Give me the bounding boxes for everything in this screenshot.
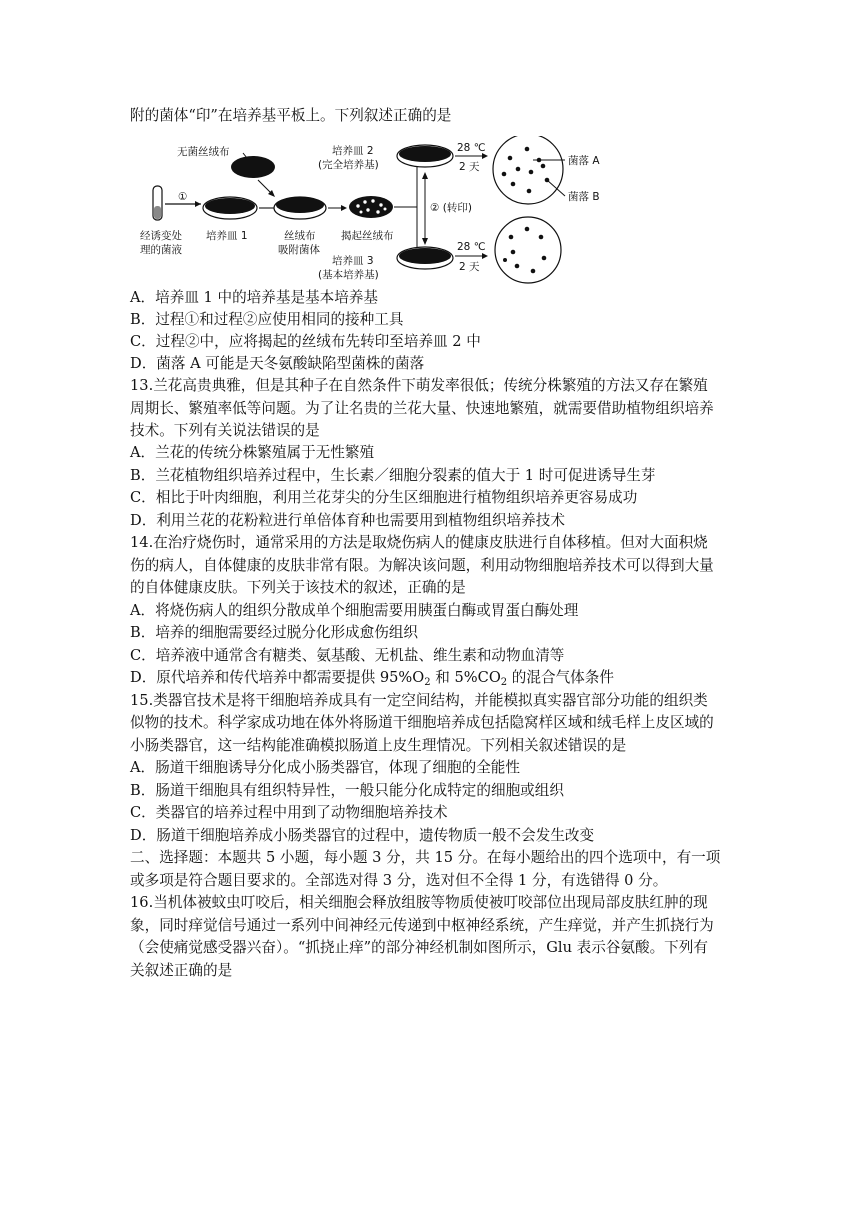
q15-stem-2: 似物的技术。科学家成功地在体外将肠道干细胞培养成包括隐窝样区域和绒毛样上皮区域的 bbox=[130, 714, 714, 731]
dish2-label-2: (完全培养基) bbox=[318, 159, 379, 171]
replica-plating-diagram bbox=[135, 136, 635, 286]
colony-a-label: 菌落 A bbox=[568, 155, 600, 167]
q14-option-d: D．原代培养和传代培养中都需要提供 $95\%O_2$ 和 $5\%CO_2$ 的混合气体条件 bbox=[130, 669, 614, 688]
lift-label: 揭起丝绒布 bbox=[341, 230, 394, 242]
q13-option-a: A．兰花的传统分株繁殖属于无性繁殖 bbox=[130, 444, 375, 461]
temp-top: 28 ℃ bbox=[457, 142, 486, 154]
velvet-on-dish bbox=[276, 197, 324, 213]
velvet-label: 无菌丝绒布 bbox=[177, 146, 230, 158]
q16-stem-4: 关叙述正确的是 bbox=[130, 962, 233, 979]
q13-stem-2: 周期长、繁殖率低等问题。为了让名贵的兰花大量、快速地繁殖，就需要借助植物组织培养 bbox=[130, 400, 714, 417]
dish-2 bbox=[399, 146, 451, 162]
q13-stem-1: 13.兰花高贵典雅，但是其种子在自然条件下萌发率很低；传统分株繁殖的方法又存在繁殖 bbox=[130, 377, 708, 394]
velvet-label-1: 丝绒布 bbox=[284, 230, 316, 242]
q12-option-a: A．培养皿 1 中的培养基是基本培养基 bbox=[130, 289, 379, 306]
q15-option-b: B．肠道干细胞具有组织特异性，一般只能分化成特定的细胞或组织 bbox=[130, 782, 564, 799]
q15-stem-1: 15.类器官技术是将干细胞培养成具有一定空间结构，并能模拟真实器官部分功能的组织类 bbox=[130, 692, 708, 709]
dish3-label-1: 培养皿 3 bbox=[332, 255, 374, 267]
q14-stem-1: 14.在治疗烧伤时，通常采用的方法是取烧伤病人的健康皮肤进行自体移植。但对大面积烧 bbox=[130, 534, 708, 551]
q16-stem-3: （会使痛觉感受器兴奋）。“抓挠止痒”的部分神经机制如图所示，Glu 表示谷氨酸。下列有 bbox=[130, 939, 708, 956]
days-bot: 2 天 bbox=[459, 261, 480, 273]
tube-label-1: 经诱变处 bbox=[140, 230, 182, 242]
q15-option-c: C．类器官的培养过程中用到了动物细胞培养技术 bbox=[130, 804, 448, 821]
q14-option-b: B．培养的细胞需要经过脱分化形成愈伤组织 bbox=[130, 624, 419, 641]
velvet-label-2: 吸附菌体 bbox=[278, 244, 320, 256]
q13-option-b: B．兰花植物组织培养过程中，生长素／细胞分裂素的值大于 1 时可促进诱导生芽 bbox=[130, 467, 656, 484]
tube-label-2: 理的菌液 bbox=[140, 244, 182, 256]
section2-line-2: 或多项是符合题目要求的。全部选对得 3 分，选对但不全得 1 分，有选错得 0 分。 bbox=[130, 872, 668, 889]
result-plate-minimal bbox=[495, 217, 561, 283]
q14-option-c: C．培养液中通常含有糖类、氨基酸、无机盐、维生素和动物血清等 bbox=[130, 647, 565, 664]
dish-1 bbox=[205, 198, 255, 214]
q14-stem-2: 伤的病人，自体健康的皮肤非常有限。为解决该问题，利用动物细胞培养技术可以得到大量 bbox=[130, 557, 714, 574]
q13-option-d: D．利用兰花的花粉粒进行单倍体育种也需要用到植物组织培养技术 bbox=[130, 512, 565, 529]
temp-bot: 28 ℃ bbox=[457, 241, 486, 253]
velvet-cloth bbox=[231, 156, 275, 178]
q15-option-d: D．肠道干细胞培养成小肠类器官的过程中，遗传物质一般不会发生改变 bbox=[130, 827, 595, 844]
q12-stem-tail: 附的菌体“印”在培养基平板上。下列叙述正确的是 bbox=[130, 107, 452, 124]
q16-stem-1: 16.当机体被蚊虫叮咬后，相关细胞会释放组胺等物质使被叮咬部位出现局部皮肤红肿的现 bbox=[130, 894, 708, 911]
q16-stem-2: 象，同时痒觉信号通过一系列中间神经元传递到中枢神经系统，产生痒觉，并产生抓挠行为 bbox=[130, 917, 714, 934]
q12-option-c: C．过程②中，应将揭起的丝绒布先转印至培养皿 2 中 bbox=[130, 333, 481, 350]
days-top: 2 天 bbox=[459, 161, 480, 173]
colony-b-label: 菌落 B bbox=[568, 191, 600, 203]
result-plate-complete bbox=[493, 136, 563, 204]
dish1-label: 培养皿 1 bbox=[206, 230, 248, 242]
q15-option-a: A．肠道干细胞诱导分化成小肠类器官，体现了细胞的全能性 bbox=[130, 759, 520, 776]
q13-stem-3: 技术。下列有关说法错误的是 bbox=[130, 422, 320, 439]
step2-label: ② (转印) bbox=[430, 202, 472, 214]
section2-line-1: 二、选择题：本题共 5 小题，每小题 3 分，共 15 分。在每小题给出的四个选项中，有一项 bbox=[130, 849, 721, 866]
step1-label: ① bbox=[178, 191, 188, 203]
q14-option-a: A．将烧伤病人的组织分散成单个细胞需要用胰蛋白酶或胃蛋白酶处理 bbox=[130, 602, 579, 619]
dish3-label-2: (基本培养基) bbox=[318, 269, 379, 281]
lifted-velvet bbox=[349, 196, 393, 218]
q13-option-c: C．相比于叶肉细胞，利用兰花芽尖的分生区细胞进行植物组织培养更容易成功 bbox=[130, 489, 638, 506]
q15-stem-3: 小肠类器官，这一结构能准确模拟肠道上皮生理情况。下列相关叙述错误的是 bbox=[130, 737, 627, 754]
q12-option-d: D．菌落 A 可能是天冬氨酸缺陷型菌株的菌落 bbox=[130, 355, 425, 372]
dish-3 bbox=[399, 248, 451, 264]
q14-stem-3: 的自体健康皮肤。下列关于该技术的叙述，正确的是 bbox=[130, 579, 466, 596]
q12-option-b: B．过程①和过程②应使用相同的接种工具 bbox=[130, 311, 404, 328]
dish2-label-1: 培养皿 2 bbox=[332, 145, 374, 157]
